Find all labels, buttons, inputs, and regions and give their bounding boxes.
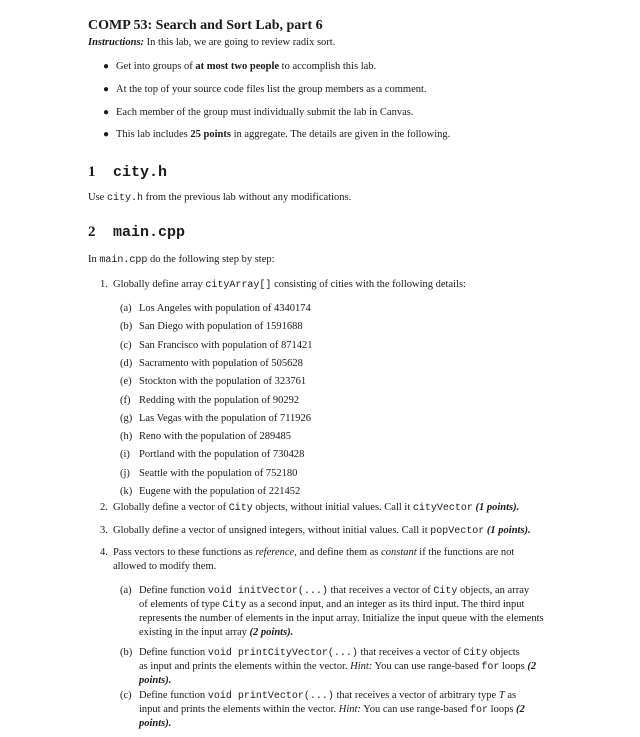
step-2: 2. Globally define a vector of City objects, without initial values. Call it cityVector (1 points). — [100, 502, 520, 514]
page-title: COMP 53: Search and Sort Lab, part 6 — [88, 18, 323, 33]
city-list-item: (i) Portland with the population of 730428 — [120, 449, 305, 461]
step-4a-line-4: existing in the input array (2 points). — [139, 627, 294, 638]
section-2-heading: 2 main.cpp — [88, 224, 186, 241]
step-3: 3. Globally define a vector of unsigned integers, without initial values. Call it popVector (1 points). — [100, 525, 531, 537]
step-4-line-1: 4. Pass vectors to these functions as reference, and define them as constant if the functions are not — [100, 547, 515, 558]
step-4b-line-3: points). — [139, 675, 172, 686]
city-list-item: (f) Redding with the population of 90292 — [120, 394, 300, 406]
step-4a-line-2: of elements of type City as a second input, and an integer as its third input. The third input — [139, 599, 525, 611]
step-1: 1. Globally define array cityArray[] consisting of cities with the following details: — [100, 279, 466, 291]
step-4b-line-2: as input and prints the elements within the vector. Hint: You can use range-based for loops (2 — [139, 661, 537, 673]
bullet-item-4: ● This lab includes 25 points in aggregate. The details are given in the following. — [103, 129, 451, 140]
step-4c-line-2: input and prints the elements within the vector. Hint: You can use range-based for loops (2 — [139, 704, 525, 716]
city-list-item: (e) Stockton with the population of 323761 — [120, 376, 307, 388]
step-4a-line-3: represents the number of elements in the input array. Initialize the input queue with the elements — [139, 613, 544, 624]
bullet-icon: ● — [103, 129, 110, 140]
bullet-icon: ● — [103, 84, 110, 95]
step-4a: (a) Define function void initVector(...) that receives a vector of City objects, an array — [120, 585, 530, 597]
bullet-icon: ● — [103, 61, 110, 72]
step-4b: (b) Define function void printCityVector(...) that receives a vector of City objects — [120, 647, 520, 659]
city-list-item: (j) Seattle with the population of 752180 — [120, 467, 298, 479]
step-4c: (c) Define function void printVector(...) that receives a vector of arbitrary type T as — [120, 690, 517, 702]
step-4c-line-3: points). — [139, 718, 172, 729]
city-list-item: (c) San Francisco with population of 871421 — [120, 339, 313, 351]
section-1-heading: 1 city.h — [88, 164, 168, 181]
instructions-label: Instructions: — [88, 37, 145, 48]
bullet-item-3: ● Each member of the group must individually submit the lab in Canvas. — [103, 107, 414, 118]
city-list-item: (b) San Diego with population of 1591688 — [120, 321, 303, 333]
city-list-item: (g) Las Vegas with the population of 711926 — [120, 412, 312, 424]
instructions-text: In this lab, we are going to review radix sort. — [146, 37, 336, 48]
city-list-item: (d) Sacramento with population of 505628 — [120, 357, 303, 369]
bullet-item-2: ● At the top of your source code files list the group members as a comment. — [103, 84, 427, 95]
step-4-line-2: allowed to modify them. — [113, 561, 217, 572]
city-list-item: (h) Reno with the population of 289485 — [120, 431, 291, 443]
bullet-item-1: ● Get into groups of at most two people to accomplish this lab. — [103, 61, 377, 72]
section-2-intro: In main.cpp do the following step by step: — [88, 254, 275, 266]
section-1-paragraph: Use city.h from the previous lab without any modifications. — [88, 192, 352, 204]
bullet-icon: ● — [103, 107, 110, 118]
city-list-item: (k) Eugene with the population of 221452 — [120, 486, 301, 497]
instructions — [88, 37, 335, 48]
city-list-item: (a) Los Angeles with population of 4340174 — [120, 303, 311, 314]
